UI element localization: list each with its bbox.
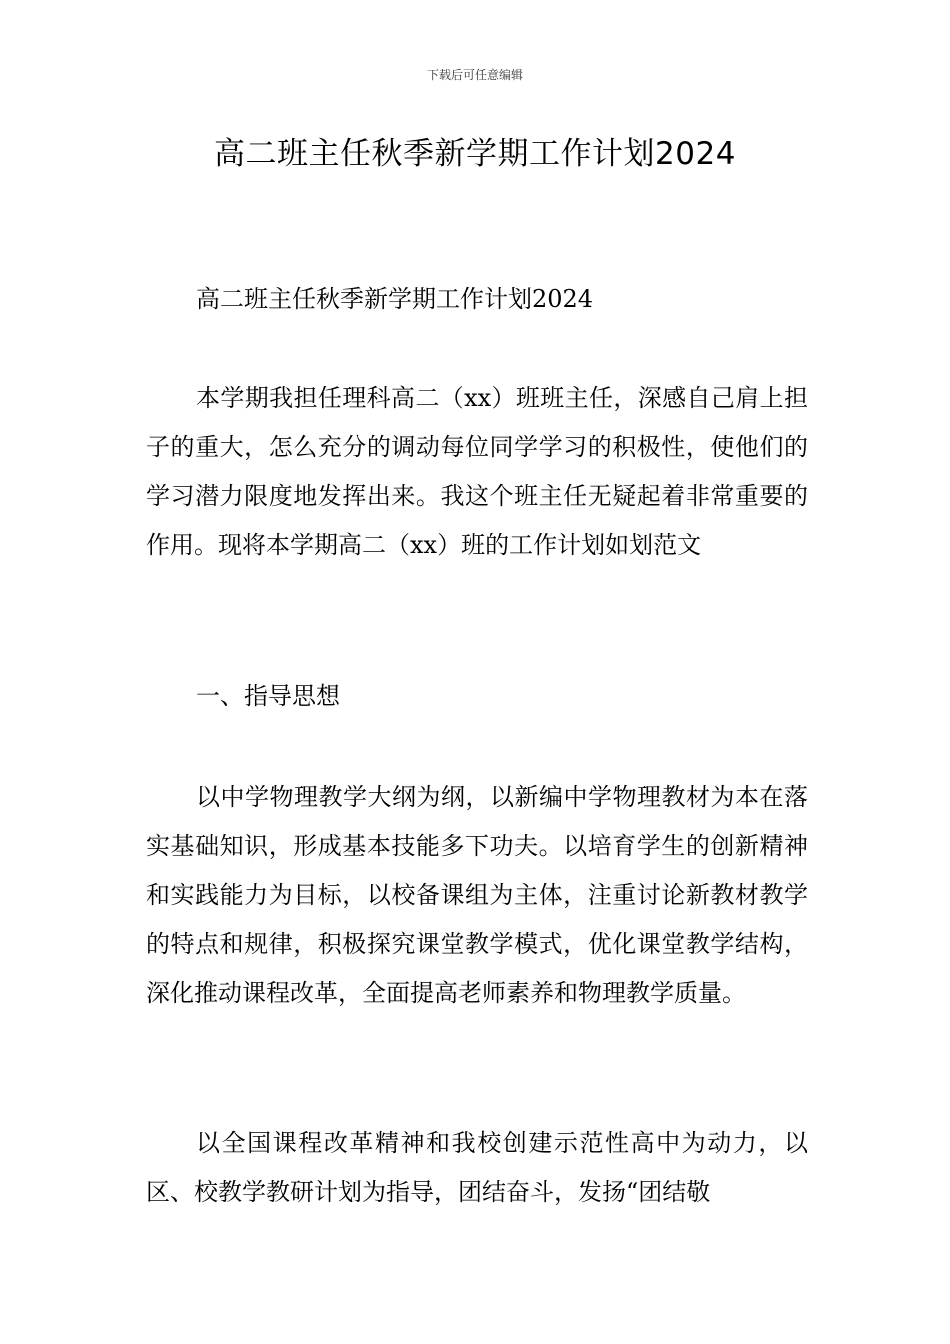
header-note: 下载后可任意编辑 — [426, 68, 523, 82]
section-heading-guiding-thought: 一、指导思想 — [196, 682, 340, 710]
intro-paragraph: 本学期我担任理科高二（xx）班班主任，深感自己肩上担子的重大，怎么充分的调动每位同学学习的积极性，使他们的学习潜力限度地发挥出来。我这个班主任无疑起着非常重要的作用。现将本学期高二（xx）班的工作计划如划范文 — [146, 384, 808, 559]
document-subtitle: 高二班主任秋季新学期工作计划2024 — [196, 285, 594, 313]
guiding-thought-paragraph-1: 以中学物理教学大纲为纲，以新编中学物理教材为本在落实基础知识，形成基本技能多下功夫。以培育学生的创新精神和实践能力为目标，以校备课组为主体，注重讨论新教材教学的特点和规律，积极探究课堂教学模式，优化课堂教学结构，深化推动课程改革，全面提高老师素养和物理教学质量。 — [146, 783, 808, 1007]
document-title: 高二班主任秋季新学期工作计划2024 — [214, 136, 736, 172]
guiding-thought-paragraph-2: 以全国课程改革精神和我校创建示范性高中为动力，以区、校教学教研计划为指导，团结奋斗，发扬“团结敬 — [146, 1129, 808, 1206]
